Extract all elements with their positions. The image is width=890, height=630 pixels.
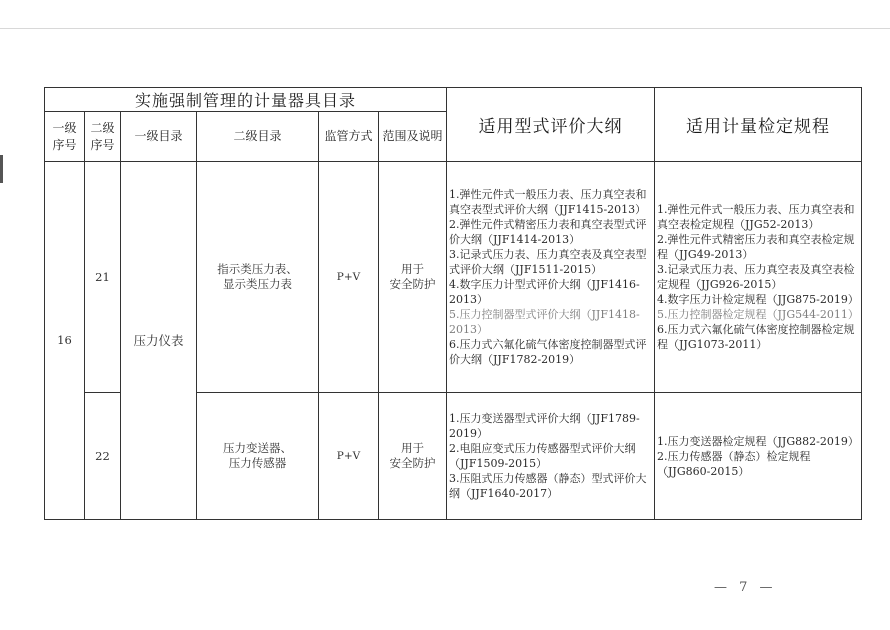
type-eval-item: 5.压力控制器型式评价大纲（JJF1418-2013）: [449, 308, 640, 336]
header-level1-no: 一级序号: [45, 112, 85, 162]
type-eval-list: [447, 393, 655, 520]
table-row: [45, 162, 862, 393]
type-eval-list: [447, 162, 655, 393]
scope-line: 安全防护: [389, 277, 436, 291]
header-verification: 适用计量检定规程: [655, 88, 862, 162]
scope-cell: [379, 162, 447, 393]
supervision-cell: P+V: [319, 162, 379, 393]
scope-line: 安全防护: [389, 456, 436, 470]
type-eval-item: 6.压力式六氟化硫气体密度控制器型式评价大纲（JJF1782-2019）: [449, 338, 647, 366]
verification-item: 5.压力控制器检定规程（JJG544-2011）: [657, 308, 859, 321]
level2-no-cell: 22: [85, 393, 121, 520]
page-number: — 7 —: [714, 580, 777, 595]
level2-catalog-line: 压力传感器: [228, 456, 287, 470]
type-eval-item: 3.记录式压力表、压力真空表及真空表型式评价大纲（JJF1511-2015）: [449, 248, 647, 276]
level1-no-cell: 16: [45, 162, 85, 520]
level2-catalog-line: 压力变送器、: [223, 441, 292, 455]
scope-cell: [379, 393, 447, 520]
type-eval-item: 2.电阻应变式压力传感器型式评价大纲（JJF1509-2015）: [449, 442, 636, 470]
header-level2-catalog: 二级目录: [197, 112, 319, 162]
catalog-table: [44, 87, 862, 520]
header-type-evaluation: 适用型式评价大纲: [447, 88, 655, 162]
verification-item: 6.压力式六氟化硫气体密度控制器检定规程（JJG1073-2011）: [657, 323, 855, 351]
verification-item: 3.记录式压力表、压力真空表及真空表检定规程（JJG926-2015）: [657, 263, 855, 291]
type-eval-item: 1.压力变送器型式评价大纲（JJF1789-2019）: [449, 412, 640, 440]
verification-item: 2.压力传感器（静态）检定规程（JJG860-2015）: [657, 449, 811, 478]
supervision-cell: P+V: [319, 393, 379, 520]
header-supervision: 监管方式: [319, 112, 379, 162]
verification-list: [655, 162, 862, 393]
verification-item: 1.弹性元件式一般压力表、压力真空表和真空表检定规程（JJG52-2013）: [657, 203, 855, 231]
verification-item: 2.弹性元件式精密压力表和真空表检定规程（JJG49-2013）: [657, 233, 855, 261]
table-title: 实施强制管理的计量器具目录: [45, 88, 447, 112]
level2-no-cell: 21: [85, 162, 121, 393]
type-eval-item: 3.压阻式压力传感器（静态）型式评价大纲（JJF1640-2017）: [449, 472, 647, 500]
header-level1-catalog: 一级目录: [121, 112, 197, 162]
level2-catalog-line: 显示类压力表: [223, 277, 292, 291]
type-eval-item: 1.弹性元件式一般压力表、压力真空表和真空表型式评价大纲（JJF1415-2013）: [449, 188, 647, 216]
header-scope: 范围及说明: [379, 112, 447, 162]
scope-line: 用于: [401, 441, 424, 455]
verification-list: [655, 393, 862, 520]
level2-catalog-cell: [197, 393, 319, 520]
level2-catalog-line: 指示类压力表、: [217, 262, 298, 276]
top-rule: [0, 28, 890, 29]
type-eval-item: 2.弹性元件式精密压力表和真空表型式评价大纲（JJF1414-2013）: [449, 218, 647, 246]
verification-item: 4.数字压力计检定规程（JJG875-2019）: [657, 293, 859, 306]
type-eval-item: 4.数字压力计型式评价大纲（JJF1416-2013）: [449, 278, 640, 306]
scope-line: 用于: [401, 262, 424, 276]
binding-mark: [0, 155, 3, 183]
level2-catalog-cell: [197, 162, 319, 393]
verification-item: 1.压力变送器检定规程（JJG882-2019）: [657, 434, 859, 448]
header-level2-no: 二级序号: [85, 112, 121, 162]
level1-catalog-cell: 压力仪表: [121, 162, 197, 520]
